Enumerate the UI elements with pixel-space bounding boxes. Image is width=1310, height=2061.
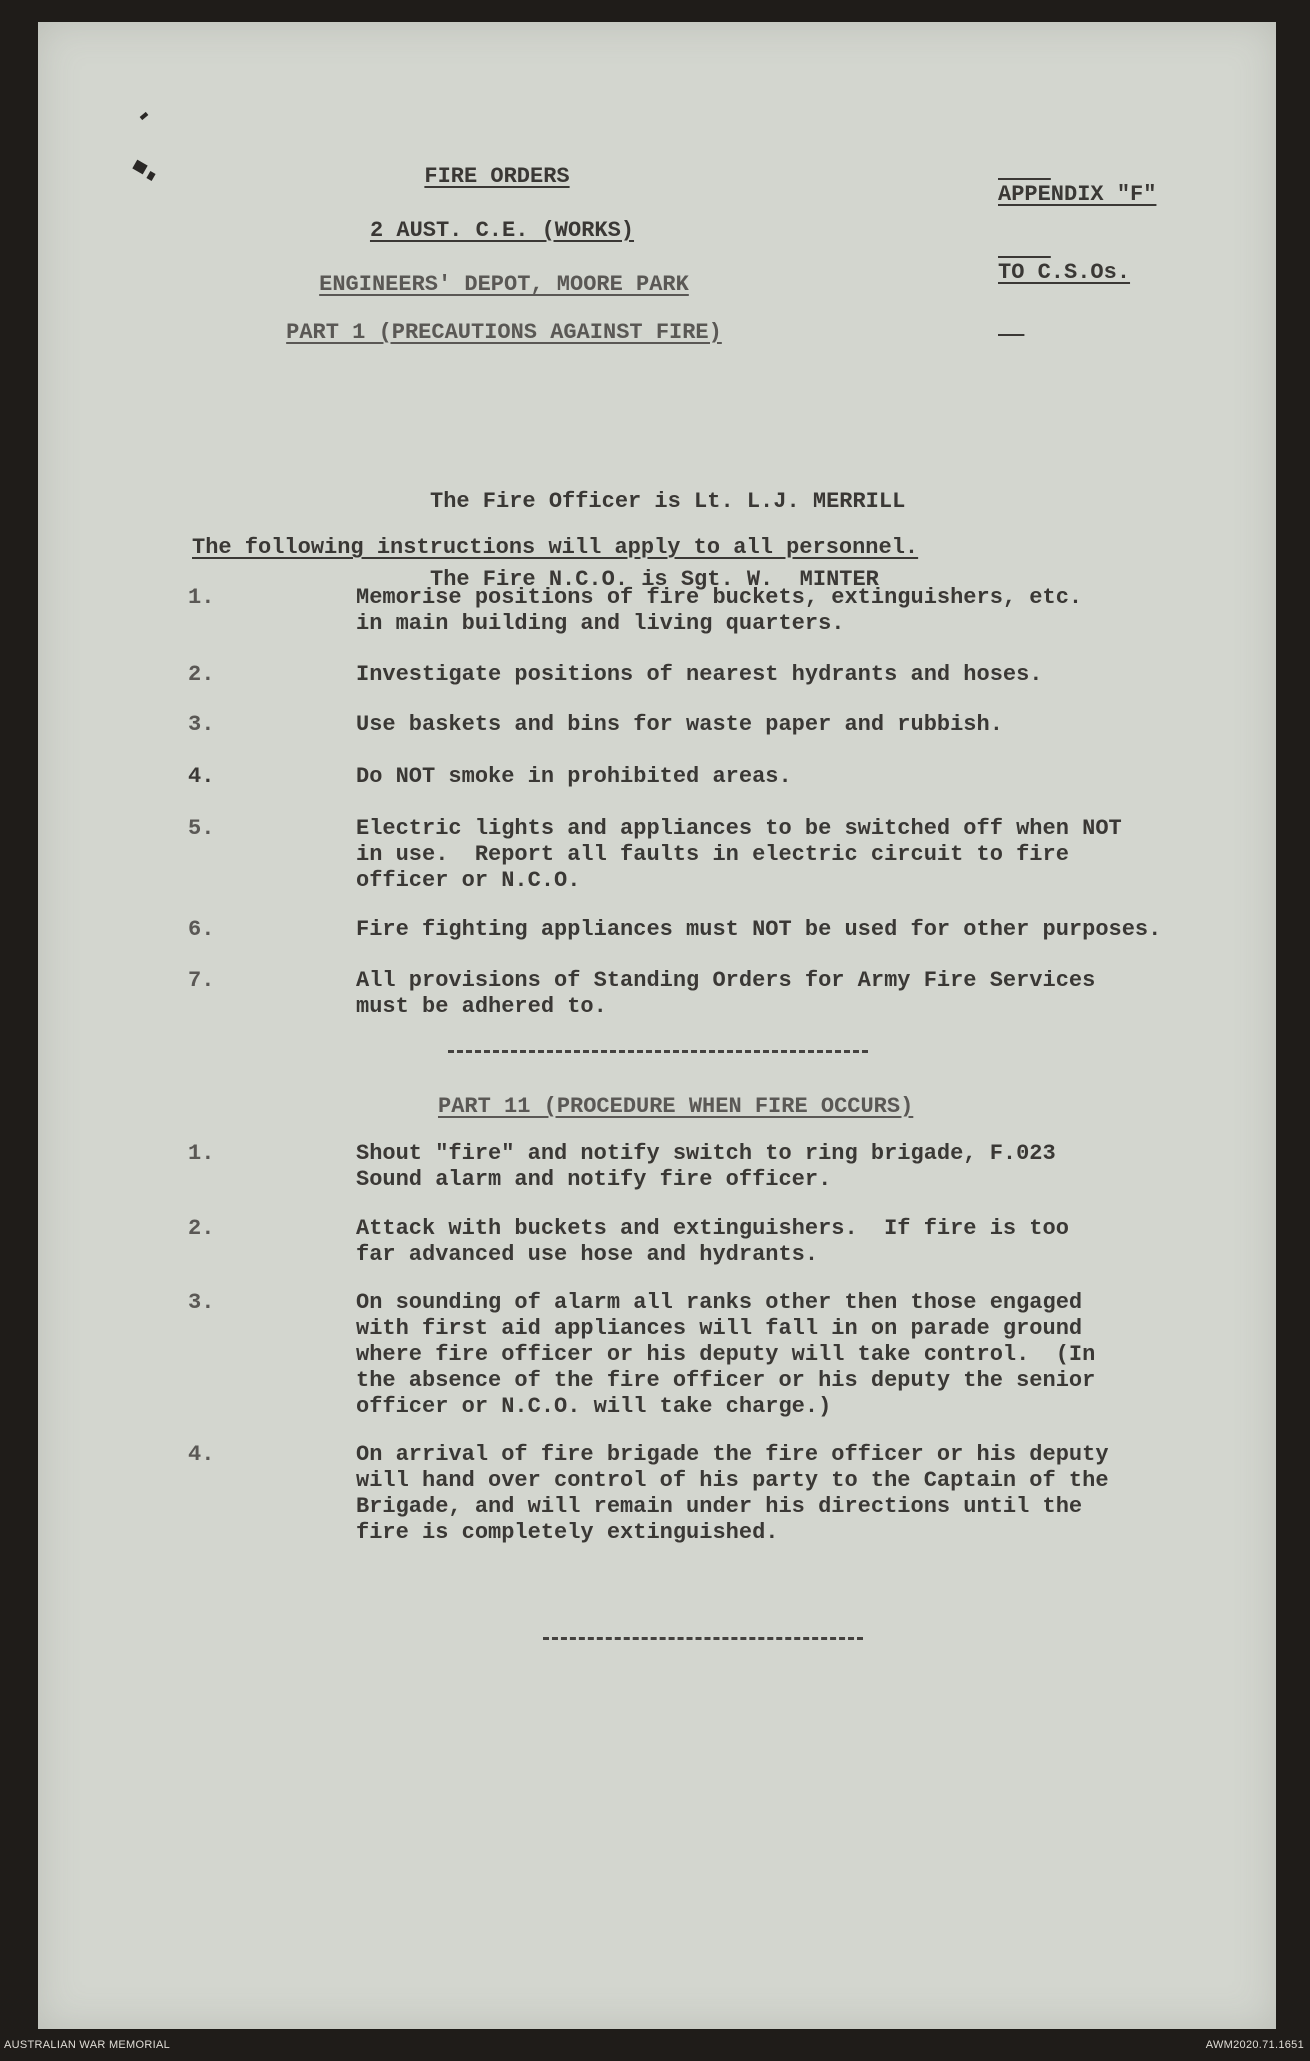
depot-title: ENGINEERS' DEPOT, MOORE PARK [319, 272, 689, 297]
item-number: 3. [188, 712, 215, 737]
fire-nco-line: The Fire N.C.O. is Sgt. W. MINTER [430, 567, 879, 592]
appendix-line-2: TO C.S.Os. [998, 260, 1131, 285]
document-page [38, 22, 1276, 2029]
footer-archive-name: AUSTRALIAN WAR MEMORIAL [4, 2039, 171, 2051]
item-text: Shout "fire" and notify switch to ring brigade, F.023 Sound alarm and notify fire officer. [356, 1141, 1056, 1192]
item-number: 1. [188, 1141, 215, 1166]
item-text: On arrival of fire brigade the fire officer or his deputy will hand over control of his party to the Captain of the Brigade, and will remain under his directions until the fire is completely extinguished. [356, 1442, 1109, 1545]
instructions-intro: The following instructions will apply to all personnel. [192, 535, 919, 560]
item-text: Memorise positions of fire buckets, extinguishers, etc. in main building and living quarters. [356, 585, 1083, 636]
item-number: 4. [188, 1442, 215, 1467]
item-number: 7. [188, 968, 215, 993]
item-text: Investigate positions of nearest hydrants and hoses. [356, 662, 1043, 687]
fire-officer-line: The Fire Officer is Lt. L.J. MERRILL [430, 489, 906, 514]
item-number: 2. [188, 662, 215, 687]
item-text: Fire fighting appliances must NOT be used for other purposes. [356, 917, 1162, 942]
part1-title: PART 1 (PRECAUTIONS AGAINST FIRE) [286, 320, 722, 345]
item-text: All provisions of Standing Orders for Army Fire Services must be adhered to. [356, 968, 1096, 1019]
item-text: Use baskets and bins for waste paper and rubbish. [356, 712, 1003, 737]
item-text: On sounding of alarm all ranks other then those engaged with first aid appliances will fall in on parade ground where fire officer or his deputy will take control. (In the absence of the fire officer or his deputy the senior officer or N.C.O. will take charge.) [356, 1290, 1096, 1419]
item-number: 4. [188, 764, 215, 789]
part2-title: PART 11 (PROCEDURE WHEN FIRE OCCURS) [438, 1094, 914, 1119]
appendix-line-1: APPENDIX "F" [998, 182, 1157, 207]
item-text: Attack with buckets and extinguishers. If fire is too far advanced use hose and hydrants. [356, 1216, 1069, 1267]
unit-title: 2 AUST. C.E. (WORKS) [369, 218, 635, 243]
item-number: 6. [188, 917, 215, 942]
item-text: Electric lights and appliances to be switched off when NOT in use. Report all faults in electric circuit to fire officer or N.C.O. [356, 816, 1122, 893]
item-number: 5. [188, 816, 215, 841]
item-number: 1. [188, 585, 215, 610]
page-title: FIRE ORDERS [424, 164, 570, 189]
item-number: 3. [188, 1290, 215, 1315]
footer-accession-number: AWM2020.71.1651 [1205, 2039, 1304, 2051]
section-divider [448, 1050, 868, 1053]
end-divider [543, 1637, 863, 1640]
item-number: 2. [188, 1216, 215, 1241]
ink-mark [140, 112, 149, 120]
item-text: Do NOT smoke in prohibited areas. [356, 764, 792, 789]
